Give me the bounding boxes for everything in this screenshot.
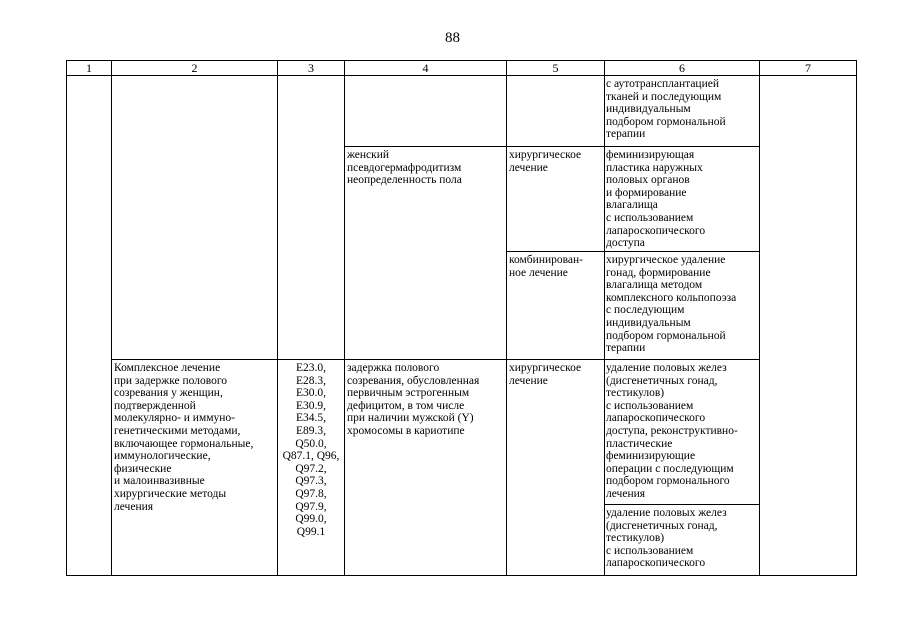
header-col-7: 7 (805, 61, 811, 75)
cell-method-description: феминизирующая пластика наружных половых органов и формирование влагалища с использованием лапароскопического доступа (606, 149, 706, 250)
cell-treatment-type: хирургическое лечение (509, 149, 582, 174)
cell-diagnosis: задержка полового созревания, обусловленная первичным эстрогенным дефицитом, в том числе при наличии мужской (Y) хромосомы в кариотипе (347, 362, 480, 437)
page-number: 88 (445, 30, 460, 46)
cell-treatment-name: Комплексное лечение при задержке полового созревания у женщин, подтвержденной молекулярно- и иммуно- генетическими методами, включающее гормональные, иммунологические, физические и малоинвазивные хирургические методы лечения (114, 362, 254, 513)
column-border (856, 60, 857, 576)
cell-diagnosis: женский псевдогермафродитизм неопределенность пола (347, 149, 462, 187)
column-border (111, 60, 112, 576)
row-separator (344, 146, 759, 147)
cell-method-description: хирургическое удаление гонад, формирование влагалища методом комплексного кольпопоэза с последующим индивидуальным подбором гормональной терапии (606, 254, 737, 355)
cell-method-description: с аутотрансплантацией тканей и последующим индивидуальным подбором гормональной терапии (606, 78, 726, 141)
row-separator (506, 251, 759, 252)
column-border (604, 60, 605, 576)
cell-method-description: удаление половых желез (дисгенетичных гонад, тестикулов) с использованием лапароскопического (606, 507, 727, 570)
row-separator (111, 359, 759, 360)
header-col-1: 1 (86, 61, 92, 75)
header-col-3: 3 (308, 61, 314, 75)
cell-icd-codes: E23.0, E28.3, E30.0, E30.9, E34.5, E89.3, Q50.0, Q87.1, Q96, Q97.2, Q97.3, Q97.8, Q97.9, Q99.0, Q99.1 (282, 362, 340, 538)
header-col-4: 4 (422, 61, 429, 75)
column-border (506, 60, 507, 576)
table-border-bottom (66, 575, 857, 576)
cell-method-description: удаление половых желез (дисгенетичных гонад, тестикулов) с использованием лапароскопического доступа, реконструктивно- пластические феминизирующие операции с последующим подбором гормонального лечения (606, 362, 738, 500)
header-col-5: 5 (552, 61, 559, 75)
cell-treatment-type: комбинирован- ное лечение (509, 254, 583, 279)
column-border (759, 60, 760, 576)
cell-treatment-type: хирургическое лечение (509, 362, 582, 387)
column-border (66, 60, 67, 576)
row-separator (604, 504, 759, 505)
column-border (344, 60, 345, 576)
header-col-6: 6 (679, 61, 685, 75)
header-col-2: 2 (191, 61, 198, 75)
